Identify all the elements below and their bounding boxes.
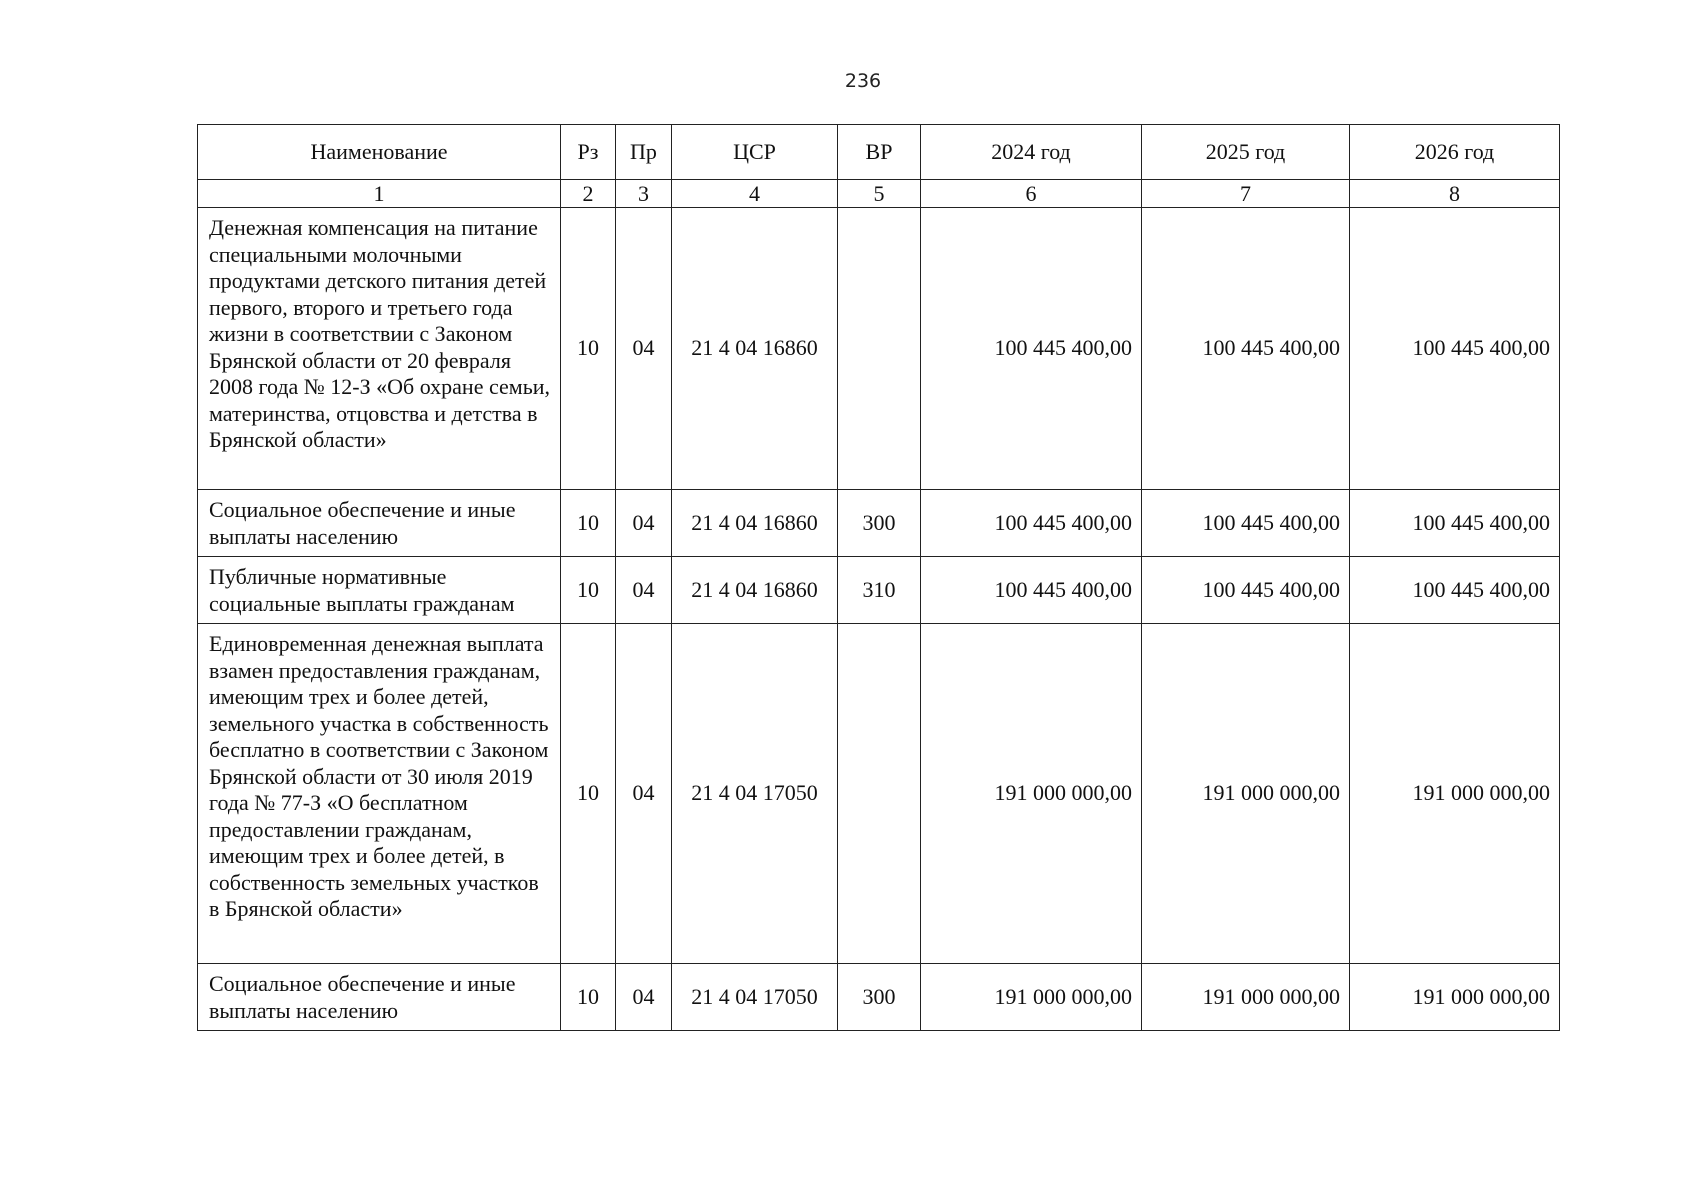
row-amount-2026: 191 000 000,00	[1350, 624, 1560, 964]
column-number: 5	[838, 180, 921, 208]
page-number: 236	[844, 70, 882, 92]
row-rz: 10	[561, 557, 616, 624]
row-amount-2025: 100 445 400,00	[1142, 490, 1350, 557]
row-pr: 04	[616, 557, 672, 624]
row-name: Единовременная денежная выплата взамен предоставления гражданам, имеющим трех и более детей, земельного участка в собственность бесплатно в соответствии с Законом Брянской области от 30 июля 2019 года № 77-З «О бесплатном предоставлении гражданам, имеющим трех и более детей, в собственность земельных участков в Брянской области»	[198, 624, 561, 964]
column-number: 1	[198, 180, 561, 208]
table-row	[198, 208, 1560, 490]
header-csr: ЦСР	[672, 125, 838, 180]
header-2025: 2025 год	[1142, 125, 1350, 180]
row-amount-2024: 100 445 400,00	[921, 490, 1142, 557]
row-pr: 04	[616, 208, 672, 490]
header-name: Наименование	[198, 125, 561, 180]
row-vr	[838, 208, 921, 490]
row-amount-2025: 191 000 000,00	[1142, 624, 1350, 964]
header-rz: Рз	[561, 125, 616, 180]
row-amount-2026: 191 000 000,00	[1350, 964, 1560, 1031]
row-pr: 04	[616, 964, 672, 1031]
row-name: Социальное обеспечение и иные выплаты населению	[198, 490, 561, 557]
row-amount-2024: 100 445 400,00	[921, 557, 1142, 624]
row-amount-2024: 100 445 400,00	[921, 208, 1142, 490]
row-rz: 10	[561, 964, 616, 1031]
column-number: 2	[561, 180, 616, 208]
row-amount-2025: 100 445 400,00	[1142, 208, 1350, 490]
row-rz: 10	[561, 208, 616, 490]
table-row	[198, 557, 1560, 624]
row-csr: 21 4 04 17050	[672, 624, 838, 964]
row-csr: 21 4 04 16860	[672, 557, 838, 624]
table-row	[198, 964, 1560, 1031]
column-number: 6	[921, 180, 1142, 208]
row-name: Денежная компенсация на питание специальными молочными продуктами детского питания детей первого, второго и третьего года жизни в соответствии с Законом Брянской области от 20 февраля 2008 года № 12-З «Об охране семьи, материнства, отцовства и детства в Брянской области»	[198, 208, 561, 490]
table-row	[198, 490, 1560, 557]
row-rz: 10	[561, 624, 616, 964]
column-number-row	[198, 180, 1560, 208]
row-vr	[838, 624, 921, 964]
row-vr: 300	[838, 964, 921, 1031]
budget-table	[197, 124, 1560, 1031]
row-amount-2024: 191 000 000,00	[921, 624, 1142, 964]
row-name: Социальное обеспечение и иные выплаты населению	[198, 964, 561, 1031]
column-number: 8	[1350, 180, 1560, 208]
table-row	[198, 624, 1560, 964]
header-row	[198, 125, 1560, 180]
column-number: 4	[672, 180, 838, 208]
row-pr: 04	[616, 490, 672, 557]
header-2026: 2026 год	[1350, 125, 1560, 180]
column-number: 3	[616, 180, 672, 208]
row-vr: 310	[838, 557, 921, 624]
row-csr: 21 4 04 16860	[672, 208, 838, 490]
row-name: Публичные нормативные социальные выплаты гражданам	[198, 557, 561, 624]
row-amount-2026: 100 445 400,00	[1350, 490, 1560, 557]
header-2024: 2024 год	[921, 125, 1142, 180]
row-vr: 300	[838, 490, 921, 557]
header-pr: Пр	[616, 125, 672, 180]
row-amount-2025: 191 000 000,00	[1142, 964, 1350, 1031]
row-amount-2025: 100 445 400,00	[1142, 557, 1350, 624]
row-amount-2026: 100 445 400,00	[1350, 557, 1560, 624]
row-csr: 21 4 04 16860	[672, 490, 838, 557]
row-amount-2026: 100 445 400,00	[1350, 208, 1560, 490]
row-pr: 04	[616, 624, 672, 964]
row-csr: 21 4 04 17050	[672, 964, 838, 1031]
row-amount-2024: 191 000 000,00	[921, 964, 1142, 1031]
header-vr: ВР	[838, 125, 921, 180]
row-rz: 10	[561, 490, 616, 557]
column-number: 7	[1142, 180, 1350, 208]
